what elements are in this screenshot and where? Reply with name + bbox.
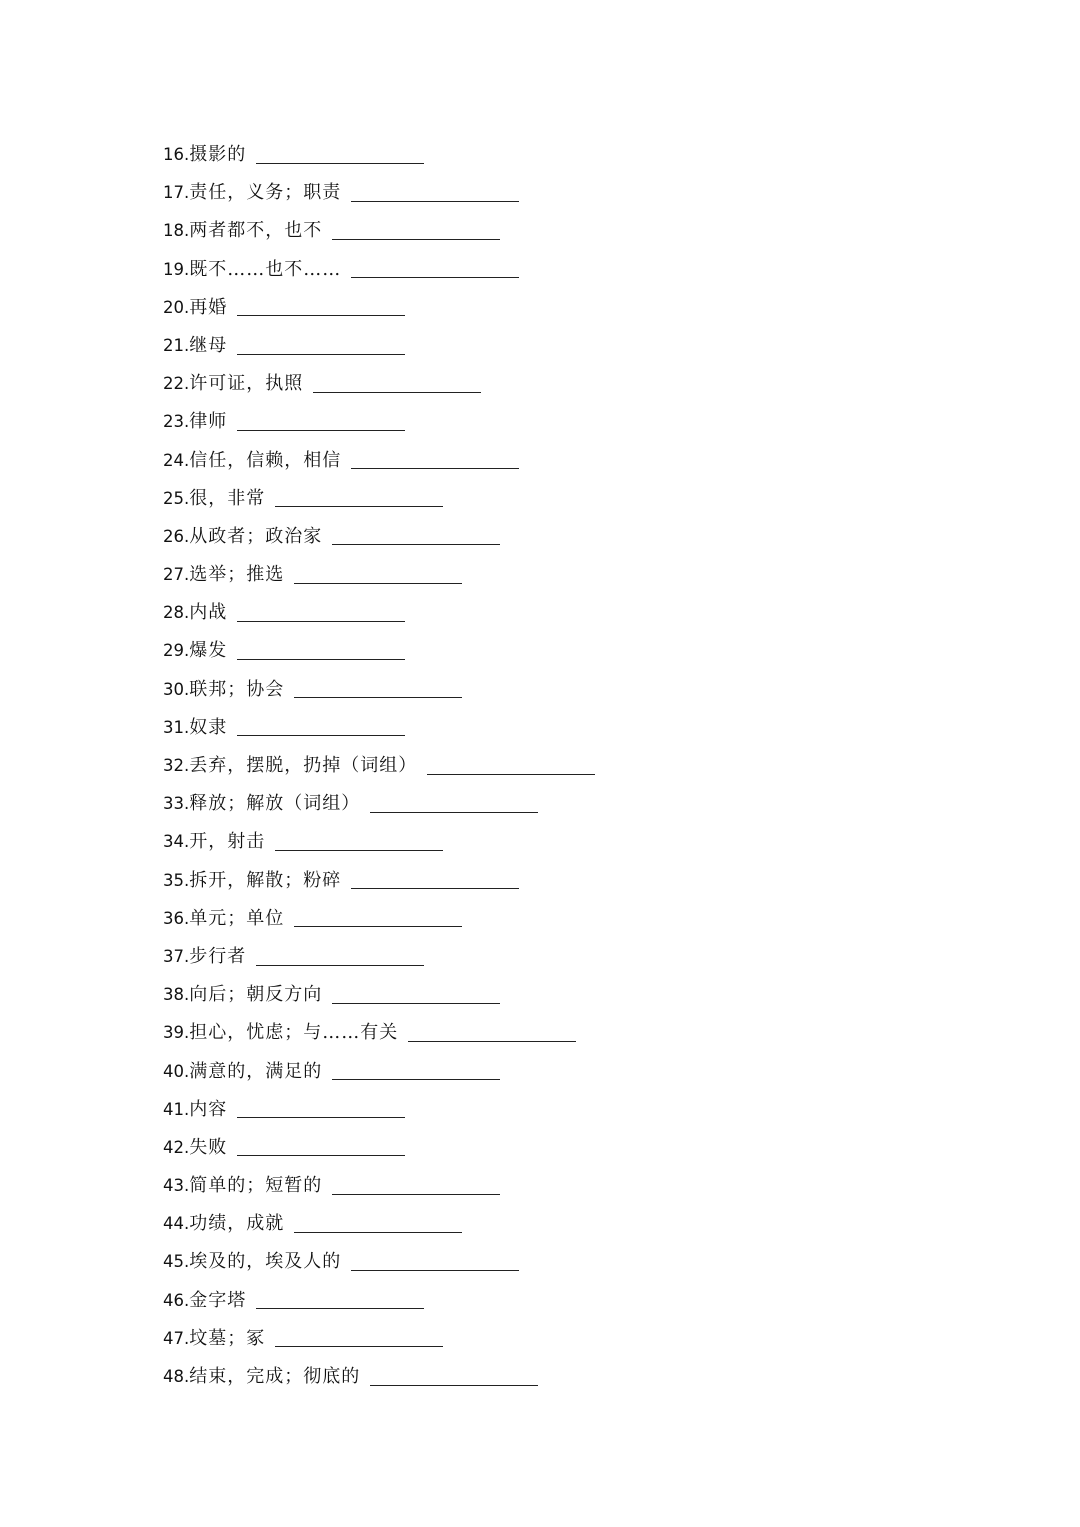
vocabulary-list (163, 136, 595, 1396)
item-number: 20. (163, 297, 190, 317)
list-item (163, 709, 595, 747)
list-item (163, 900, 595, 938)
item-prompt: 拆开，解散；粉碎 (189, 869, 342, 891)
item-number: 31. (163, 717, 190, 737)
item-prompt: 简单的；短暂的 (189, 1175, 323, 1197)
item-number: 45. (163, 1252, 190, 1272)
list-item (163, 1243, 595, 1281)
item-prompt: 开，射击 (189, 831, 266, 853)
item-number: 24. (163, 450, 190, 470)
item-number: 37. (163, 946, 190, 966)
list-item (163, 327, 595, 365)
item-prompt: 金字塔 (189, 1289, 247, 1311)
item-prompt: 既不……也不…… (189, 258, 342, 280)
item-number: 30. (163, 679, 190, 699)
answer-blank[interactable] (370, 812, 538, 813)
answer-blank[interactable] (256, 1308, 424, 1309)
list-item (163, 1282, 595, 1320)
answer-blank[interactable] (332, 544, 500, 545)
item-prompt: 内战 (189, 602, 228, 624)
item-number: 46. (163, 1290, 190, 1310)
list-item (163, 556, 595, 594)
answer-blank[interactable] (237, 354, 405, 355)
item-prompt: 失败 (189, 1136, 228, 1158)
list-item (163, 174, 595, 212)
answer-blank[interactable] (256, 163, 424, 164)
answer-blank[interactable] (332, 1003, 500, 1004)
list-item (163, 1129, 595, 1167)
item-prompt: 信任，信赖，相信 (189, 449, 342, 471)
list-item (163, 480, 595, 518)
list-item (163, 365, 595, 403)
item-number: 43. (163, 1176, 190, 1196)
item-prompt: 很，非常 (189, 487, 266, 509)
item-number: 47. (163, 1328, 190, 1348)
answer-blank[interactable] (332, 1079, 500, 1080)
list-item (163, 289, 595, 327)
answer-blank[interactable] (294, 1232, 462, 1233)
list-item (163, 1014, 595, 1052)
item-prompt: 继母 (189, 334, 228, 356)
item-number: 23. (163, 412, 190, 432)
item-prompt: 律师 (189, 411, 228, 433)
list-item (163, 1091, 595, 1129)
answer-blank[interactable] (332, 239, 500, 240)
list-item (163, 442, 595, 480)
list-item (163, 1167, 595, 1205)
list-item (163, 862, 595, 900)
list-item (163, 1358, 595, 1396)
item-prompt: 单元；单位 (189, 907, 285, 929)
item-number: 26. (163, 526, 190, 546)
list-item (163, 1205, 595, 1243)
item-number: 39. (163, 1023, 190, 1043)
item-number: 27. (163, 565, 190, 585)
list-item (163, 518, 595, 556)
item-number: 25. (163, 488, 190, 508)
item-number: 42. (163, 1137, 190, 1157)
list-item (163, 823, 595, 861)
list-item (163, 976, 595, 1014)
answer-blank[interactable] (275, 1346, 443, 1347)
item-prompt: 责任，义务；职责 (189, 182, 342, 204)
answer-blank[interactable] (237, 735, 405, 736)
answer-blank[interactable] (237, 1155, 405, 1156)
item-prompt: 再婚 (189, 296, 228, 318)
answer-blank[interactable] (237, 621, 405, 622)
answer-blank[interactable] (237, 430, 405, 431)
item-number: 40. (163, 1061, 190, 1081)
item-number: 16. (163, 145, 190, 164)
item-number: 17. (163, 183, 190, 203)
answer-blank[interactable] (351, 277, 519, 278)
answer-blank[interactable] (237, 659, 405, 660)
answer-blank[interactable] (294, 697, 462, 698)
list-item (163, 1320, 595, 1358)
item-prompt: 联邦；协会 (189, 678, 285, 700)
item-prompt: 满意的，满足的 (189, 1060, 323, 1082)
list-item (163, 747, 595, 785)
item-number: 35. (163, 870, 190, 890)
item-number: 29. (163, 641, 190, 661)
list-item (163, 212, 595, 250)
list-item (163, 938, 595, 976)
list-item (163, 136, 595, 174)
answer-blank[interactable] (256, 965, 424, 966)
item-prompt: 爆发 (189, 640, 228, 662)
answer-blank[interactable] (237, 1117, 405, 1118)
list-item (163, 403, 595, 441)
item-number: 18. (163, 221, 190, 241)
item-prompt: 两者都不，也不 (189, 220, 323, 242)
item-number: 32. (163, 756, 190, 775)
item-prompt: 埃及的，埃及人的 (189, 1251, 342, 1273)
answer-blank[interactable] (351, 888, 519, 889)
item-number: 36. (163, 908, 190, 928)
item-prompt: 奴隶 (189, 716, 228, 738)
item-prompt: 丢弃，摆脱，扔掉（词组） (189, 755, 418, 776)
item-number: 44. (163, 1214, 190, 1234)
item-prompt: 向后；朝反方向 (189, 984, 323, 1006)
item-number: 22. (163, 374, 190, 394)
item-prompt: 释放；解放（词组） (189, 793, 361, 815)
item-number: 34. (163, 832, 190, 852)
item-number: 38. (163, 985, 190, 1005)
item-prompt: 选举；推选 (189, 564, 285, 586)
item-prompt: 结束，完成；彻底的 (189, 1366, 361, 1387)
item-prompt: 内容 (189, 1098, 228, 1120)
answer-blank[interactable] (294, 926, 462, 927)
answer-blank[interactable] (332, 1194, 500, 1195)
list-item (163, 1053, 595, 1091)
list-item (163, 671, 595, 709)
list-item (163, 594, 595, 632)
answer-blank[interactable] (351, 201, 519, 202)
item-number: 48. (163, 1367, 190, 1386)
answer-blank[interactable] (351, 1270, 519, 1271)
item-number: 41. (163, 1099, 190, 1119)
answer-blank[interactable] (275, 506, 443, 507)
answer-blank[interactable] (237, 315, 405, 316)
item-number: 28. (163, 603, 190, 623)
item-prompt: 担心，忧虑；与……有关 (189, 1022, 399, 1044)
answer-blank[interactable] (313, 392, 481, 393)
item-number: 33. (163, 794, 190, 814)
answer-blank[interactable] (427, 774, 595, 775)
item-prompt: 坟墓；冢 (189, 1327, 266, 1349)
item-number: 21. (163, 335, 190, 355)
answer-blank[interactable] (370, 1385, 538, 1386)
answer-blank[interactable] (408, 1041, 576, 1042)
list-item (163, 785, 595, 823)
answer-blank[interactable] (351, 468, 519, 469)
item-number: 19. (163, 259, 190, 279)
item-prompt: 功绩，成就 (189, 1213, 285, 1235)
answer-blank[interactable] (275, 850, 443, 851)
item-prompt: 步行者 (189, 945, 247, 967)
item-prompt: 摄影的 (189, 144, 247, 165)
item-prompt: 许可证，执照 (189, 373, 304, 395)
answer-blank[interactable] (294, 583, 462, 584)
list-item (163, 251, 595, 289)
list-item (163, 632, 595, 670)
item-prompt: 从政者；政治家 (189, 525, 323, 547)
